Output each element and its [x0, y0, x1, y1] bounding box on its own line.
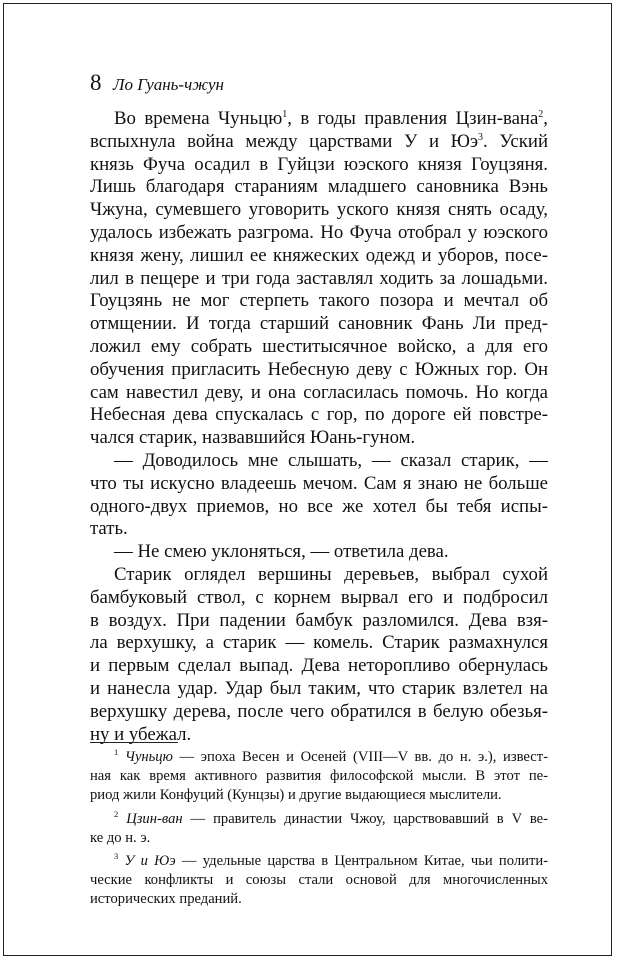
text-line: $^2$ Цзин-ван — правитель династии Чжоу, царствовавший в V ве-	[114, 808, 549, 827]
running-header-author: Ло Гуань-чжун	[113, 75, 224, 94]
text-line: вспыхнула война между царствами У и $Юэ^3$. Уский	[90, 130, 548, 152]
text-line: лил в пещере и три года заставлял ходить за лошадьми.	[90, 267, 548, 289]
paragraph	[90, 450, 548, 541]
text-line: чался старик, назвавшийся Юань-гуном.	[90, 427, 416, 449]
footnote-term: Цзин-ван	[126, 810, 183, 827]
text-line: ная как время активного развития философской мысли. В этот пе-	[90, 768, 548, 785]
footnotes	[90, 748, 548, 914]
text-line: и первым сделал выпад. Дева неторопливо обернулась	[90, 655, 548, 677]
footnote	[90, 852, 548, 910]
text-line: Старик оглядел вершины деревьев, выбрал сухой	[114, 563, 548, 585]
text-line: тать.	[90, 518, 128, 540]
footnote-ref: 3	[478, 131, 484, 143]
paragraph	[90, 564, 548, 746]
main-text	[90, 108, 548, 746]
footnote-ref: 1	[282, 109, 288, 120]
text-line: ложил ему собрать шеститысячное войско, а для его	[90, 335, 548, 357]
text-line: обучения пригласить Небесную деву с Южных гор. Он	[90, 358, 548, 380]
text-line: ла верхушку, а старик — комель. Старик размахнулся	[90, 632, 548, 654]
text-line: ке до н. э.	[90, 829, 151, 846]
text-line: ческие конфликты и союзы стали основой для многочисленных	[90, 872, 548, 889]
footnote-number: 2	[114, 808, 119, 819]
text-line: ну и убежал.	[90, 723, 192, 745]
text-line: Во времена Чуньцю$^1$, в годы правления Цзин-вана$^2$,	[114, 108, 548, 129]
page-number: 8	[90, 70, 102, 95]
text-line: Лишь благодаря стараниям младшего сановника Вэнь	[90, 176, 548, 198]
text-line: в воздух. При падении бамбук разломился. Дева взя-	[90, 609, 548, 631]
text-line: что ты искусно владеешь мечом. Сам я знаю не больше	[90, 472, 548, 494]
text-line: сам навестил деву, и она согласилась помочь. Но когда	[90, 381, 548, 403]
footnote	[90, 748, 548, 806]
text-line: исторических преданий.	[90, 891, 242, 908]
paragraph	[90, 108, 548, 450]
running-header	[90, 69, 224, 99]
text-line: отмщении. И тогда старший сановник Фань Ли пред-	[90, 313, 548, 335]
footnote-term: Чуньцю	[124, 749, 173, 765]
text-line: бамбуковый ствол, с корнем вырвал его и подбросил	[90, 586, 548, 608]
text-line: Чжуна, сумевшего уговорить уского князя снять осаду,	[90, 199, 548, 221]
text-line: $^1$ Чуньцю — эпоха Весен и Осеней (VIII—V вв. до н. э.), извест-	[114, 747, 548, 765]
paragraph	[90, 541, 548, 564]
text-line: и нанесла удар. Удар был таким, что старик взлетел на	[90, 677, 548, 699]
text-line: Небесная дева спускалась с гор, по дороге ей повстре-	[90, 404, 548, 426]
text-line: Гоуцзянь не мог стерпеть такого позора и мечтал об	[90, 290, 548, 312]
text-line: князя жену, лишил ее княжеских одежд и уборов, посе-	[90, 244, 548, 266]
footnote-number: 1	[114, 747, 119, 757]
text-line: — Не смею уклоняться, — ответила дева.	[114, 541, 449, 563]
footnote-term: У и Юэ	[124, 853, 176, 870]
text-line: $^3$ У и Юэ — удельные царства в Центральном Китае, чьи полити-	[114, 851, 548, 870]
text-line: удалось избежать разгрома. Но Фуча отобрал у юэского	[90, 221, 548, 243]
text-line: одного-двух приемов, но все же хотел бы тебя испы-	[90, 495, 548, 517]
text-line: риод жили Конфуций (Кунцзы) и другие выдающиеся мыслители.	[90, 787, 502, 804]
text-line: — Доводилось мне слышать, — сказал старик, —	[114, 449, 548, 471]
footnote-ref: 2	[538, 109, 544, 120]
footnote-separator	[90, 742, 178, 743]
text-line: верхушку дерева, после чего обратился в белую обезья-	[90, 700, 548, 722]
footnote	[90, 810, 548, 848]
text-line: князь Фуча осадил в Гуйцзи юэского князя Гоуцзяня.	[90, 153, 548, 175]
footnote-number: 3	[114, 851, 119, 862]
